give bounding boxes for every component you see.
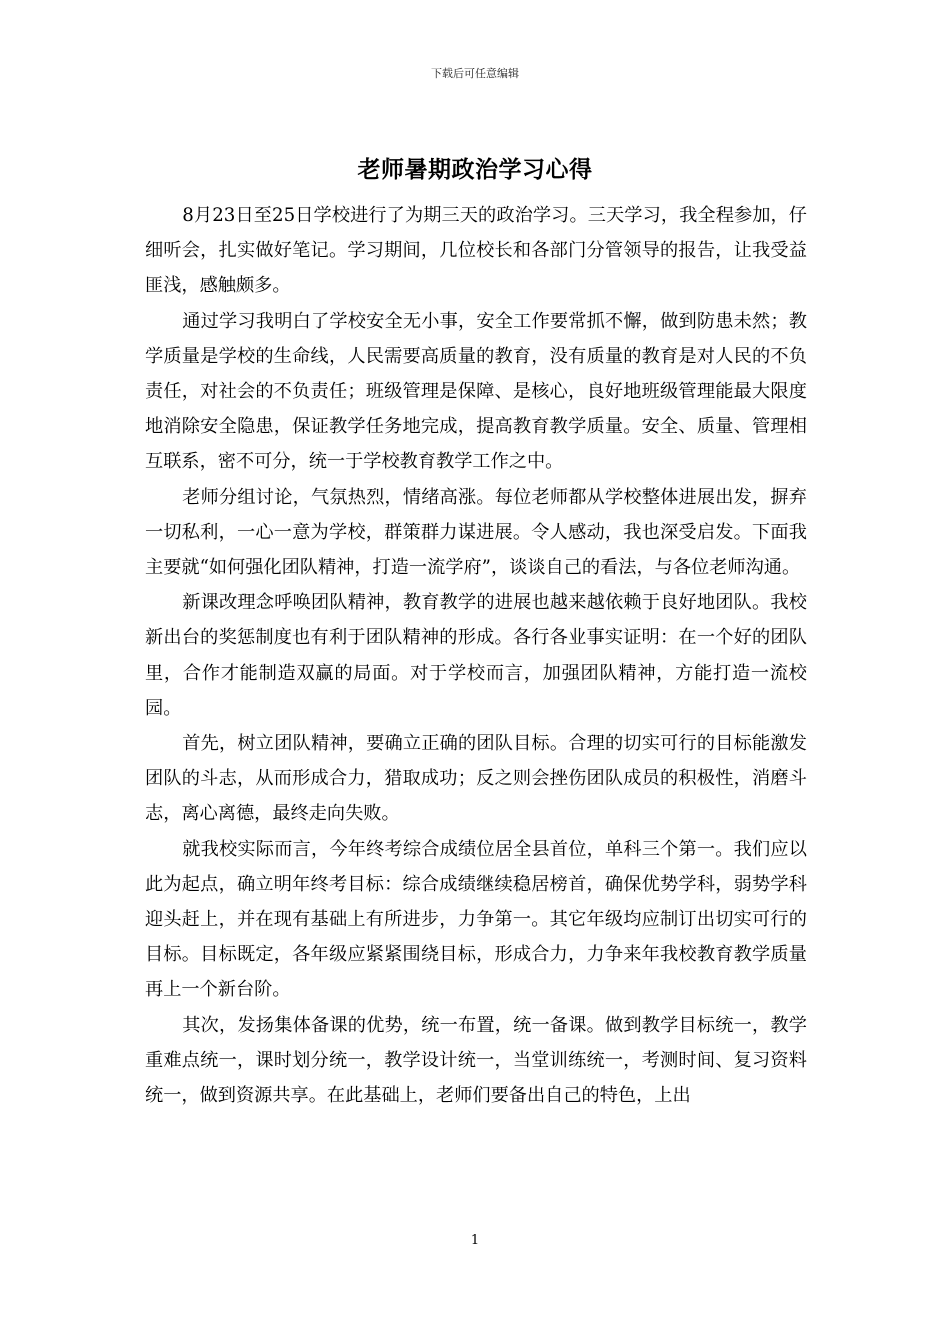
paragraph: 新课改理念呼唤团队精神，教育教学的进展也越来越依赖于良好地团队。我校新出台的奖惩制度也有利于团队精神的形成。各行各业事实证明：在一个好的团队里，合作才能制造双赢的局面。对于学校而言，加强团队精神，方能打造一流校园。: [145, 592, 807, 719]
paragraph: 首先，树立团队精神，要确立正确的团队目标。合理的切实可行的目标能激发团队的斗志，从而形成合力，猎取成功；反之则会挫伤团队成员的积极性，消磨斗志，离心离德，最终走向失败。: [145, 733, 807, 825]
document-title: 老师暑期政治学习心得: [357, 156, 593, 183]
header-note: 下载后可任意编辑: [431, 67, 519, 80]
paragraph: 通过学习我明白了学校安全无小事，安全工作要常抓不懈，做到防患未然；教学质量是学校的生命线，人民需要高质量的教育，没有质量的教育是对人民的不负责任，对社会的不负责任；班级管理是保障、是核心，良好地班级管理能最大限度地消除安全隐患，保证教学任务地完成，提高教育教学质量。安全、质量、管理相互联系，密不可分，统一于学校教育教学工作之中。: [145, 310, 807, 473]
page-number: 1: [470, 1233, 480, 1248]
paragraph: 老师分组讨论，气氛热烈，情绪高涨。每位老师都从学校整体进展出发，摒弃一切私利，一心一意为学校，群策群力谋进展。令人感动，我也深受启发。下面我主要就“如何强化团队精神，打造一流学府”，谈谈自己的看法，与各位老师沟通。: [145, 486, 807, 579]
paragraph: 8月23日至25日学校进行了为期三天的政治学习。三天学习，我全程参加，仔细听会，扎实做好笔记。学习期间，几位校长和各部门分管领导的报告，让我受益匪浅，感触颇多。: [145, 205, 807, 297]
document-body: [145, 198, 807, 1113]
paragraph: 就我校实际而言，今年终考综合成绩位居全县首位，单科三个第一。我们应以此为起点，确立明年终考目标：综合成绩继续稳居榜首，确保优势学科，弱势学科迎头赶上，并在现有基础上有所进步，力争第一。其它年级均应制订出切实可行的目标。目标既定，各年级应紧紧围绕目标，形成合力，力争来年我校教育教学质量再上一个新台阶。: [145, 838, 807, 1001]
paragraph: 其次，发扬集体备课的优势，统一布置，统一备课。做到教学目标统一，教学重难点统一，课时划分统一，教学设计统一，当堂训练统一，考测时间、复习资料统一，做到资源共享。在此基础上，老师们要备出自己的特色，上出: [145, 1014, 807, 1107]
